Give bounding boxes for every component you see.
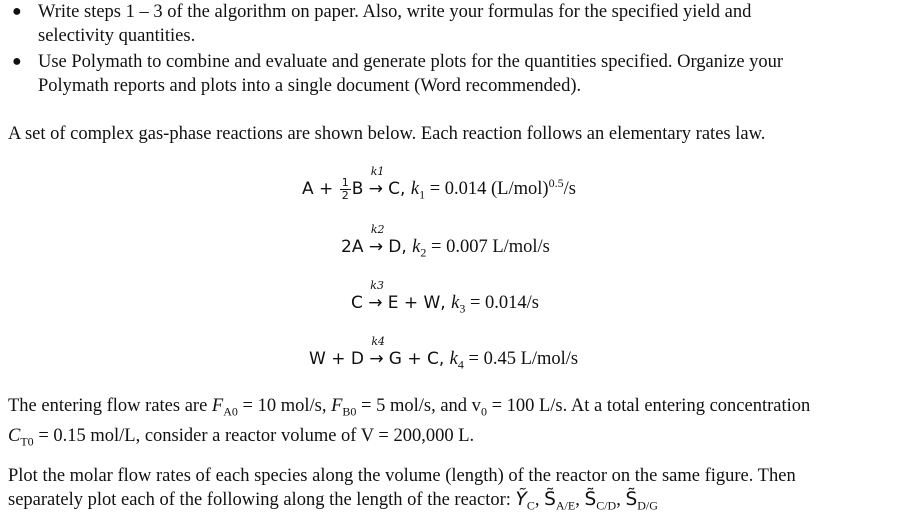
plot-line-1: Plot the molar flow rates of each species along the volume (length) of the reactor on the same figure. Then bbox=[8, 466, 796, 486]
reaction-1-reactant-b: B bbox=[351, 179, 364, 200]
bullet-1-line-2: selectivity quantities. bbox=[38, 26, 196, 46]
bullet-dot-icon: ● bbox=[12, 3, 22, 20]
selectivity-symbol-2: S̃ bbox=[584, 489, 597, 510]
reaction-3-product: E + W, bbox=[387, 293, 452, 313]
plot-line-2: separately plot each of the following along the length of the reactor: Ỹ$_C$, $S̃_{A/E}$, $S̃_{C/D}$, $S̃_{D/G}$ bbox=[8, 489, 658, 513]
reaction-4: W + D k4 → G + C, $k_4 = 0.45$ L/mol/s bbox=[309, 335, 579, 372]
yield-symbol: Ỹ bbox=[515, 489, 527, 510]
plot-instructions-paragraph bbox=[8, 464, 893, 518]
bullet-item-1 bbox=[12, 0, 888, 48]
reaction-2-product: D, bbox=[388, 237, 413, 257]
reaction-2-reactant: 2A bbox=[341, 237, 364, 257]
selectivity-symbol-1: S̃ bbox=[544, 489, 556, 510]
reaction-1-reactant-a: A + bbox=[302, 179, 339, 200]
reaction-4-reactant: W + D bbox=[309, 349, 364, 369]
reaction-arrow-icon: k2 → bbox=[368, 223, 385, 257]
intro-paragraph: A set of complex gas-phase reactions are shown below. Each reaction follows an elementary rates law. bbox=[8, 124, 766, 144]
conditions-line-2: $C_{T0} = 0.15$ mol/L, consider a reactor volume of V = 200,000 L. bbox=[8, 425, 475, 449]
selectivity-symbol-3: S̃ bbox=[625, 489, 638, 510]
bullet-2-line-1: Use Polymath to combine and evaluate and generate plots for the quantities specified. Organize your bbox=[38, 52, 784, 72]
reaction-arrow-icon: k4 → bbox=[369, 335, 386, 369]
reaction-2: 2A k2 → D, $k_2 = 0.007$ L/mol/s bbox=[341, 223, 550, 260]
conditions-paragraph bbox=[8, 394, 893, 453]
bullet-dot-icon: ● bbox=[12, 53, 22, 70]
reaction-3: C k3 → E + W, $k_3 = 0.014/s$ bbox=[351, 279, 539, 316]
reaction-1-product: C, bbox=[388, 179, 411, 200]
bullet-1-line-1: Write steps 1 – 3 of the algorithm on paper. Also, write your formulas for the specified yield and bbox=[38, 2, 752, 22]
reaction-1-fraction: $\frac{1}{2}$ bbox=[341, 175, 349, 202]
bullet-item-2 bbox=[12, 50, 888, 98]
reaction-1: A + $\frac{1}{2}$ B k1 → C, $k_1 = 0.014$ $(L/mol)^{0.5}/s$ bbox=[302, 165, 576, 202]
reaction-arrow-icon: k3 → bbox=[368, 279, 384, 313]
reaction-4-product: G + C, bbox=[388, 349, 450, 369]
bullet-2-line-2: Polymath reports and plots into a single document (Word recommended). bbox=[38, 76, 582, 96]
reaction-arrow-icon: k1 → bbox=[368, 165, 385, 200]
reaction-3-reactant: C bbox=[351, 293, 363, 313]
conditions-line-1: The entering flow rates are $F_{A0} = 10$ mol/s, $F_{B0} = 5$ mol/s, and $v_0 = 100$ L/s. At a total entering concentration bbox=[8, 396, 811, 419]
